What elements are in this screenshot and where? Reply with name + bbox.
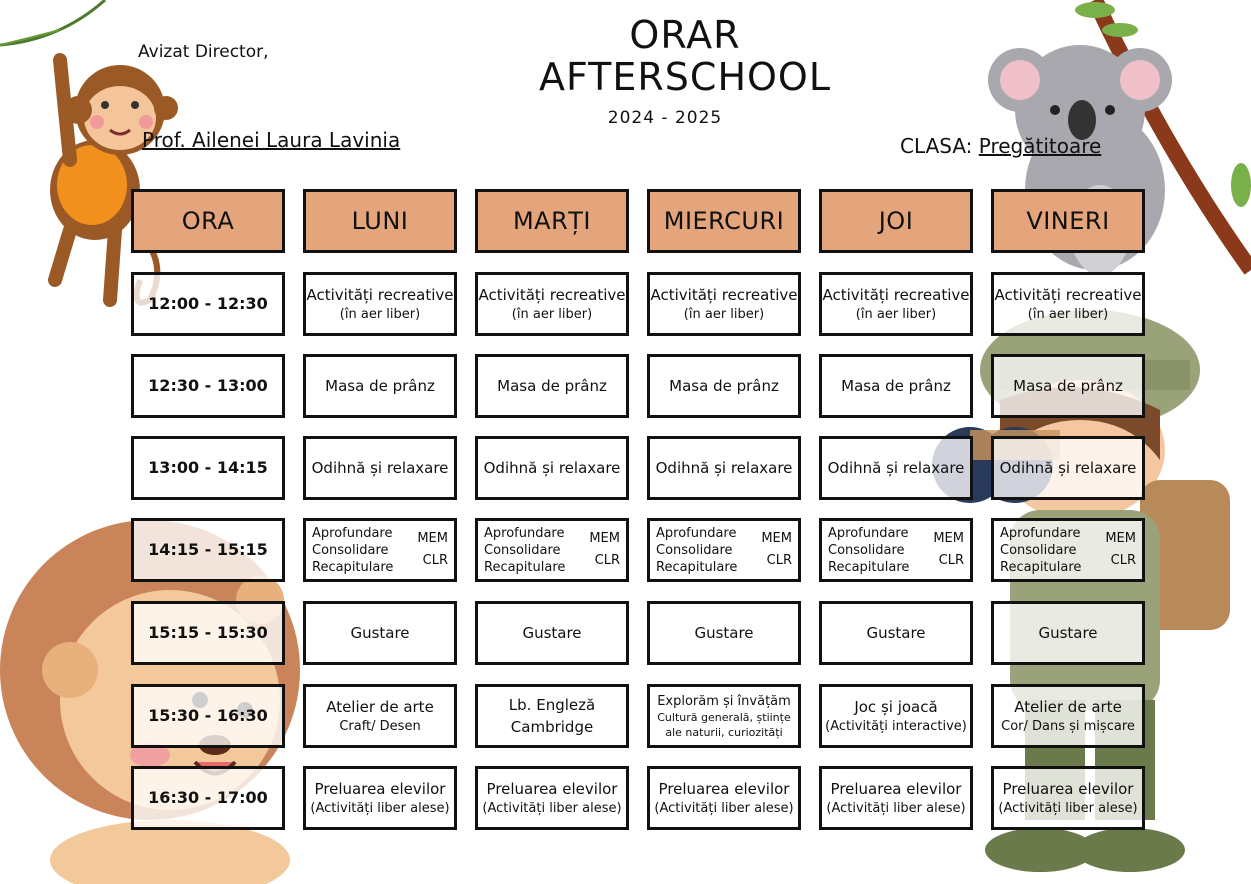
study-item: Aprofundare [484,525,565,541]
teacher-name: Prof. Ailenei Laura Lavinia [142,128,401,152]
activity-title: Atelier de arte [1014,698,1122,716]
study-tag: MEM [761,531,792,546]
activity-note: (Activități liber alese) [826,801,966,816]
schedule-cell [991,684,1145,748]
study-item: Recapitulare [828,559,910,575]
schedule-cell: Gustare [819,601,973,665]
study-tag: CLR [938,553,964,568]
activity-title: Lb. Engleză [508,696,596,714]
column-header-ora: ORA [131,189,285,253]
time-cell: 12:00 - 12:30 [131,272,285,336]
column-header-miercuri: MIERCURI [647,189,801,253]
activity-title: Atelier de arte [326,698,434,716]
activity-note: (Activități liber alese) [310,801,450,816]
time-cell: 15:15 - 15:30 [131,601,285,665]
title-line-2: AFTERSCHOOL [538,55,832,99]
activity-title: Explorăm și învățăm [657,693,791,709]
study-item: Consolidare [656,542,733,558]
study-tag: CLR [766,553,792,568]
study-tags [1105,528,1136,572]
schedule-cell [303,766,457,830]
class-label: CLASA: [900,134,973,158]
schedule-cell: Gustare [647,601,801,665]
study-list [828,525,909,576]
study-tags [933,528,964,572]
study-item: Aprofundare [1000,525,1081,541]
activity-note: (Activități liber alese) [998,801,1138,816]
schedule-cell: Masa de prânz [303,354,457,418]
schedule-cell [303,684,457,748]
study-item: Aprofundare [828,525,909,541]
schedule-cell [819,766,973,830]
study-tag: CLR [1110,553,1136,568]
schedule-cell [475,684,629,748]
study-tag: MEM [589,531,620,546]
study-item: Recapitulare [1000,559,1082,575]
study-tag: MEM [417,531,448,546]
activity-title: Preluarea elevilor [314,780,446,798]
study-tag: CLR [422,553,448,568]
study-item: Consolidare [1000,542,1077,558]
schedule-cell [991,766,1145,830]
column-header-luni: LUNI [303,189,457,253]
activity-title: Activități recreative [306,286,454,304]
activity-note: Cor/ Dans și mișcare [1001,719,1135,734]
activity-title: Activități recreative [478,286,626,304]
title-line-1: ORAR [629,13,741,57]
schedule-cell [303,518,457,582]
schedule-cell: Masa de prânz [475,354,629,418]
schedule-cell [647,272,801,336]
study-item: Consolidare [484,542,561,558]
time-cell: 16:30 - 17:00 [131,766,285,830]
schedule-cell [475,518,629,582]
activity-title: Activități recreative [822,286,970,304]
activity-title: Activități recreative [650,286,798,304]
schedule-cell [991,518,1145,582]
time-cell: 14:15 - 15:15 [131,518,285,582]
class-value: Pregătitoare [978,134,1102,158]
activity-note: (în aer liber) [339,307,421,322]
schedule-cell: Odihnă și relaxare [647,436,801,500]
schedule-cell: Odihnă și relaxare [303,436,457,500]
column-header-joi: JOI [819,189,973,253]
study-list [312,525,393,576]
study-tag: CLR [594,553,620,568]
class-info [900,134,1101,158]
study-item: Aprofundare [312,525,393,541]
column-header-vineri: VINERI [991,189,1145,253]
study-list [656,525,737,576]
schedule-cell [819,684,973,748]
school-year: 2024 - 2025 [607,108,723,128]
activity-note: (Activități liber alese) [482,801,622,816]
study-tags [417,528,448,572]
schedule-cell [475,766,629,830]
study-tag: MEM [933,531,964,546]
activity-note: (în aer liber) [683,307,765,322]
activity-title: Preluarea elevilor [658,780,790,798]
activity-note: (în aer liber) [511,307,593,322]
study-item: Recapitulare [484,559,566,575]
approval-label: Avizat Director, [138,42,269,62]
study-tags [761,528,792,572]
schedule-cell [475,272,629,336]
schedule-cell [647,518,801,582]
schedule-cell [819,518,973,582]
activity-title: Preluarea elevilor [1002,780,1134,798]
schedule-cell [303,272,457,336]
activity-note: Craft/ Desen [339,719,421,734]
study-tags [589,528,620,572]
time-cell: 13:00 - 14:15 [131,436,285,500]
activity-note: (în aer liber) [855,307,937,322]
schedule-cell: Gustare [991,601,1145,665]
schedule-cell: Odihnă și relaxare [991,436,1145,500]
page-title [480,14,890,98]
activity-title: Activități recreative [994,286,1142,304]
schedule-cell [647,684,801,748]
study-list [1000,525,1081,576]
time-cell: 15:30 - 16:30 [131,684,285,748]
schedule-cell: Gustare [303,601,457,665]
activity-note: Cambridge [510,718,594,736]
schedule-cell: Odihnă și relaxare [819,436,973,500]
activity-title: Preluarea elevilor [486,780,618,798]
study-item: Recapitulare [656,559,738,575]
column-header-marti: MARȚI [475,189,629,253]
schedule-cell [819,272,973,336]
schedule-cell: Masa de prânz [647,354,801,418]
schedule-cell: Masa de prânz [991,354,1145,418]
activity-title: Preluarea elevilor [830,780,962,798]
time-cell: 12:30 - 13:00 [131,354,285,418]
activity-note: (în aer liber) [1027,307,1109,322]
study-item: Consolidare [312,542,389,558]
study-item: Aprofundare [656,525,737,541]
schedule-cell: Masa de prânz [819,354,973,418]
activity-note: Cultură generală, științe ale naturii, curiozități [657,710,791,739]
study-list [484,525,565,576]
activity-note: (Activități liber alese) [654,801,794,816]
study-tag: MEM [1105,531,1136,546]
activity-title: Joc și joacă [854,698,938,716]
activity-note: (Activități interactive) [825,719,967,734]
schedule-cell [647,766,801,830]
study-item: Consolidare [828,542,905,558]
schedule-cell: Odihnă și relaxare [475,436,629,500]
study-item: Recapitulare [312,559,394,575]
schedule-cell [991,272,1145,336]
schedule-cell: Gustare [475,601,629,665]
